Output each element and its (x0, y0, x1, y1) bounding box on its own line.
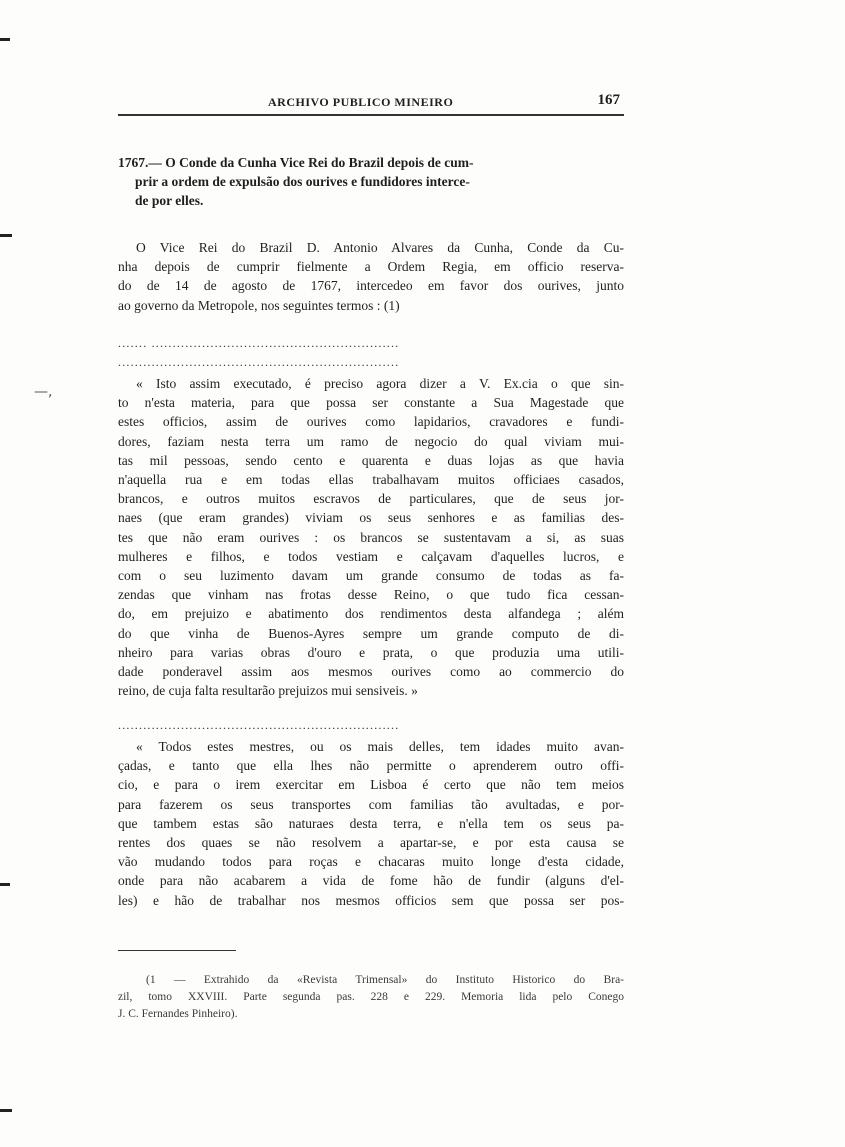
text-line: rentes dos quaes se não resolvem a apartar-se, e por esta causa se (118, 835, 624, 851)
scan-margin-mark (0, 1109, 12, 1112)
ellipsis-row: ................................................................... (118, 718, 400, 732)
running-title: ARCHIVO PUBLICO MINEIRO (268, 95, 454, 109)
text-line: estes officios, assim de ourives como lapidarios, cravadores e fundi- (118, 414, 624, 430)
text-line: dores, faziam nesta terra um ramo de negocio do qual viviam mui- (118, 433, 624, 449)
text-line: çadas, e tanto que ella lhes não permitte o aprenderem outro offi- (118, 758, 624, 774)
margin-tick: —, (34, 384, 53, 400)
heading-line: de por elles. (135, 193, 204, 208)
text-line: que tambem estas são naturaes desta terra, e n'ella tem os seus pa- (118, 815, 624, 831)
text-line: onde para não acabarem a vida de fome hão de fundir (alguns d'el- (118, 873, 624, 889)
text-line: do, em prejuizo e abatimento dos rendimentos desta alfandega ; além (118, 606, 624, 622)
text-line: dade ponderavel assim aos mesmos ourives como ao commercio do (118, 664, 624, 680)
footnote (118, 972, 624, 1023)
text-line: O Vice Rei do Brazil D. Antonio Alvares da Cunha, Conde da Cu- (136, 240, 624, 255)
scan-margin-mark (0, 38, 10, 41)
heading-line: prir a ordem de expulsão dos ourives e fundidores interce- (135, 174, 470, 189)
footnote-line: J. C. Fernandes Pinheiro). (118, 1008, 238, 1020)
section-heading (118, 153, 624, 210)
text-line: brancos, e outros muitos escravos de particulares, que de seus jor- (118, 491, 624, 507)
text-line: para fazerem os seus transportes com familias tão avultadas, e por- (118, 796, 624, 812)
text-line: tes que não eram ourives : os brancos se sustentavam a si, as suas (118, 529, 624, 545)
text-line: zendas que vinham nas frotas desse Reino, o que tudo fica cessan- (118, 587, 624, 603)
intro-paragraph (118, 238, 624, 315)
text-line: reino, de cuja falta resultarão prejuizos mui sensiveis. » (118, 683, 418, 699)
text-line: « Todos estes mestres, ou os mais delles, tem idades muito avan- (136, 739, 624, 754)
page-number: 167 (597, 92, 620, 108)
text-line: cio, e para o irem exercitar em Lisboa é certo que não tem meios (118, 777, 624, 793)
text-line: nheiro para varias obras d'ouro e prata, o que produzia uma utili- (118, 644, 624, 660)
text-line: les) e hão de trabalhar nos mesmos officios sem que possa ser pos- (118, 892, 624, 908)
text-line: vão mudando todos para roças e chacaras muito longe d'esta cidade, (118, 854, 624, 870)
text-line: ao governo da Metropole, nos seguintes termos : (1) (118, 297, 400, 313)
running-header (118, 92, 624, 114)
scan-margin-mark (0, 234, 12, 237)
text-line: « Isto assim executado, é preciso agora dizer a V. Ex.cia o que sin- (136, 376, 624, 391)
footnote-rule (118, 950, 236, 951)
text-line: to n'esta materia, para que possa ser constante a Sua Magestade que (118, 395, 624, 411)
footnote-line: zil, tomo XXVIII. Parte segunda pas. 228 e 229. Memoria lida pelo Conego (118, 991, 624, 1003)
quote-paragraph-2 (118, 737, 624, 910)
header-rule (118, 114, 624, 116)
footnote-line: (1 — Extrahido da «Revista Trimensal» do Instituto Historico do Bra- (146, 974, 624, 986)
scan-margin-mark (0, 883, 10, 886)
text-line: tas mil pessoas, sendo cento e quarenta e duas lojas as que havia (118, 452, 624, 468)
text-line: naes (que eram grandes) viviam os seus senhores e as familias des- (118, 510, 624, 526)
text-line: n'aquella rua e em todas ellas trabalhavam muitos officiaes casados, (118, 472, 624, 488)
text-line: com o seu luzimento davam um grande consumo de todas as fa- (118, 568, 624, 584)
quote-paragraph-1 (118, 374, 624, 700)
heading-line: 1767.— O Conde da Cunha Vice Rei do Brazil depois de cum- (118, 155, 474, 170)
text-line: do que vinha de Buenos-Ayres sempre um grande computo de di- (118, 625, 624, 641)
text-line: nha depois de cumprir fielmente a Ordem Regia, em officio reserva- (118, 259, 624, 275)
text-line: mulheres e filhos, e todos vestiam e calçavam d'aquelles lucros, e (118, 548, 624, 564)
ellipsis-row: ....... ........................................................... (118, 336, 400, 350)
text-line: do de 14 de agosto de 1767, intercedeo em favor dos ourives, junto (118, 278, 624, 294)
ellipsis-row: ................................................................... (118, 355, 400, 369)
